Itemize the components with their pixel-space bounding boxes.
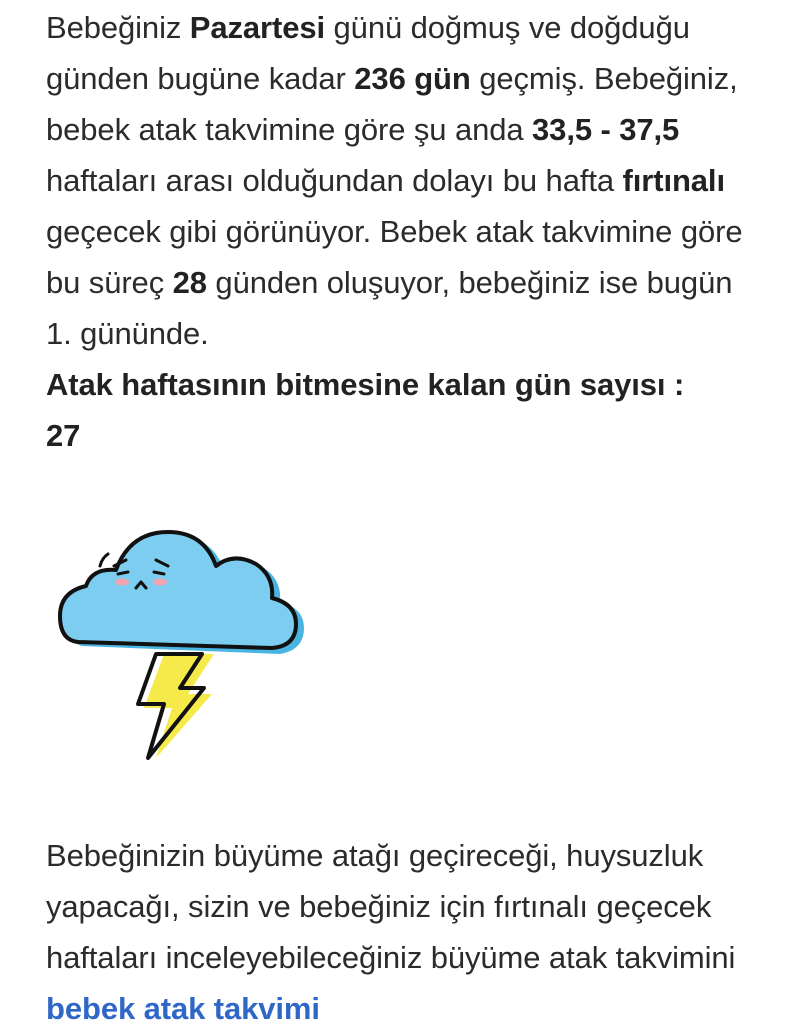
right-cheek (153, 579, 167, 586)
cloud-body (60, 532, 296, 648)
left-eye (118, 572, 128, 574)
atak-calendar-link[interactable]: bebek atak takvimi (46, 991, 320, 1026)
intro-text-6: günden oluşuyor, bebeğiniz ise bugün 1. gününde. (46, 265, 733, 351)
days-passed: 236 gün (354, 61, 471, 96)
countdown-label: Atak haftasının bitmesine kalan gün sayısı : (46, 367, 685, 402)
atak-summary-paragraph (46, 2, 766, 461)
intro-text-3: geçmiş. Bebeğiniz, bebek atak takvimine göre şu anda (46, 61, 738, 147)
storm-cloud-lightning-icon (52, 522, 312, 772)
intro-text-5: geçecek gibi görünüyor. Bebek atak takvimine göre bu süreç (46, 214, 743, 300)
calendar-promo-paragraph (46, 830, 766, 1034)
intro-text-2: günü doğmuş ve doğduğu günden bugüne kadar (46, 10, 690, 96)
intro-text-4: haftaları arası olduğundan dolayı bu hafta (46, 163, 623, 198)
countdown-value: 27 (46, 418, 81, 453)
intro-text-1: Bebeğiniz (46, 10, 190, 45)
cloud-highlight (100, 554, 108, 566)
birth-day: Pazartesi (189, 10, 326, 45)
week-mood: fırtınalı (622, 163, 725, 198)
period-days: 28 (172, 265, 207, 300)
week-range: 33,5 - 37,5 (532, 112, 680, 147)
right-eye (154, 572, 164, 574)
left-cheek (115, 579, 129, 586)
cloud-highlight-dot (96, 572, 98, 574)
outro-text: Bebeğinizin büyüme atağı geçireceği, huysuzluk yapacağı, sizin ve bebeğiniz için fırtınalı geçecek haftaları inceleyebileceğiniz büyüme atak takvimini (46, 838, 736, 975)
